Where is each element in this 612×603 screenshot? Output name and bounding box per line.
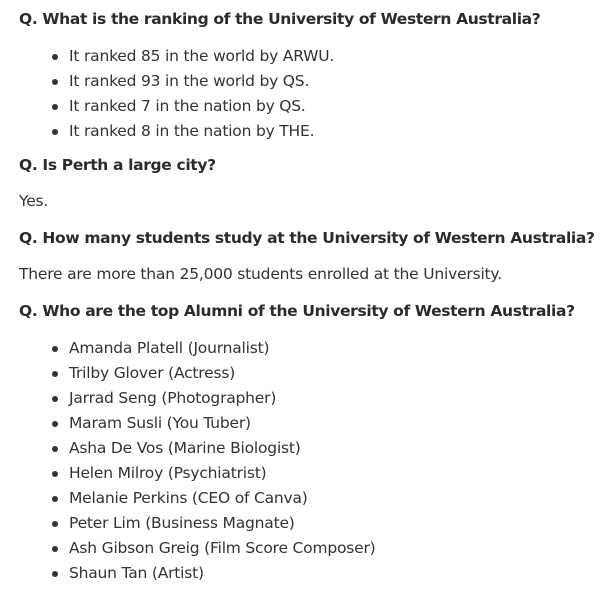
list-item: It ranked 93 in the world by QS. bbox=[19, 69, 609, 94]
list-item: Trilby Glover (Actress) bbox=[19, 361, 609, 386]
faq-answer-students: There are more than 25,000 students enrolled at the University. bbox=[19, 265, 502, 283]
list-item: Peter Lim (Business Magnate) bbox=[19, 511, 609, 536]
alumni-list bbox=[19, 336, 609, 586]
list-item: It ranked 8 in the nation by THE. bbox=[19, 119, 609, 144]
list-item: Amanda Platell (Journalist) bbox=[19, 336, 609, 361]
faq-section bbox=[19, 9, 609, 586]
list-item: Maram Susli (You Tuber) bbox=[19, 411, 609, 436]
faq-question-perth: Q. Is Perth a large city? bbox=[19, 156, 216, 174]
ranking-list bbox=[19, 44, 609, 144]
list-item: Ash Gibson Greig (Film Score Composer) bbox=[19, 536, 609, 561]
list-item: It ranked 7 in the nation by QS. bbox=[19, 94, 609, 119]
list-item: Asha De Vos (Marine Biologist) bbox=[19, 436, 609, 461]
list-item: Shaun Tan (Artist) bbox=[19, 561, 609, 586]
list-item: Melanie Perkins (CEO of Canva) bbox=[19, 486, 609, 511]
list-item: It ranked 85 in the world by ARWU. bbox=[19, 44, 609, 69]
list-item: Helen Milroy (Psychiatrist) bbox=[19, 461, 609, 486]
faq-answer-perth: Yes. bbox=[19, 192, 49, 210]
faq-question-students: Q. How many students study at the University of Western Australia? bbox=[19, 229, 595, 247]
faq-question-ranking: Q. What is the ranking of the University of Western Australia? bbox=[19, 10, 541, 28]
list-item: Jarrad Seng (Photographer) bbox=[19, 386, 609, 411]
faq-question-alumni: Q. Who are the top Alumni of the University of Western Australia? bbox=[19, 302, 575, 320]
